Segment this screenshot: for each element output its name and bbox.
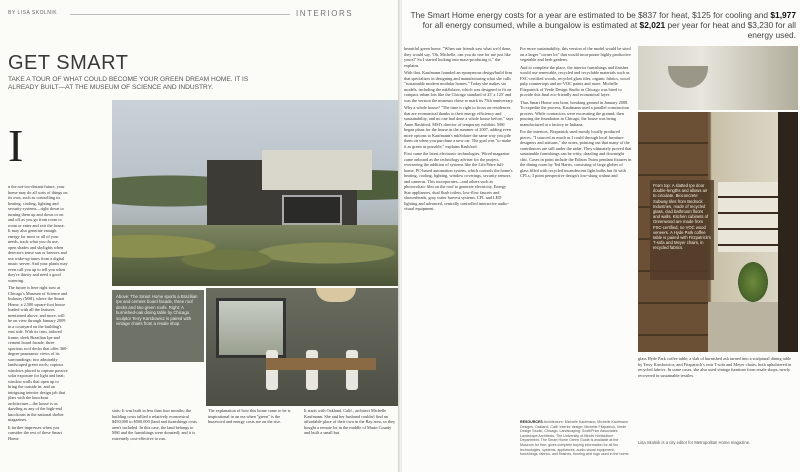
paragraph: Why a whole house? "The time is right to focus on residences that are economical thanks to their energy efficiency and sustainability, and no one had done a whole house before," says Anne Rashford, MSI's director of temporary exhibits. MSI began plans for the house in the summer of 2007, adding even more options to Kaufmann's mkSolaire the same way you pile them on when you purchase a new car. The goal was "to make it as green as possible," explains Rashford.: [404, 105, 514, 149]
middle-column-text: [208, 408, 298, 470]
smart-home-exterior-photo: [112, 100, 398, 286]
paragraph: beautiful green home. "When our friends saw what we'd done, they would say, 'Oh, Michelle, can you do one for me just like yours?' So I started looking into mass-producing it," she explains.: [404, 46, 512, 68]
right-column-text: [404, 46, 514, 468]
right-column-text: [520, 46, 632, 418]
dining-room-photo: [206, 288, 398, 406]
section-label: INTERIORS: [296, 9, 354, 18]
paragraph: The explanation of how this home came to be is inspirational in an era when "green" is the buzzword and energy costs are on the rise.: [208, 408, 291, 424]
photo-caption: [112, 290, 204, 362]
left-column-text: [8, 184, 68, 469]
middle-column-text: [304, 408, 396, 470]
kitchen-photo-caption: [650, 180, 714, 280]
paragraph: First came the latest electronic technologies. Wired magazine came onboard as the technology adviser for the project, overseeing the addition of systems like the Life/Ware full-home, PC-based automation system, which controls the home's heating, cooling, lighting, window coverings, security sensors and cameras. This incorporates—and others such as photovoltaic film on the roof to generate electricity, Energy Star appliances, dual flush toilets, low-flow faucets and showerheads, gray water harvest systems, CFL and LED lighting and advanced, centrally controlled interactive audio-visual equipment.: [404, 151, 513, 211]
caption-text: From top: A slatted Ipe door double-lengths and allows air to circulate. Bioconcrete Subway tiles from Bedrock Industries, made of recycled glass, clad bathroom floors and walls. Kitchen cabinets of Greenwood are made from FSC-certified, no VOC wood veneers. A Hyde Park coffee table is paired with Fitzpatrick's T-sofa and Meyer chairs, in recycled fabrics.: [653, 183, 711, 251]
dropcap: I: [8, 120, 24, 171]
pull-quote: The Smart Home energy costs for a year are estimated to be $837 for heat, $125 for cooling and $1,977 for all energy consumed, while a bungalow is estimated at $2,021 per year for heat and $3,230 for all energy used.: [410, 10, 796, 40]
paragraph: It further impresses when you consider the rest of these Smart Home: [8, 424, 63, 441]
bathroom-photo: [638, 46, 798, 110]
resources-text: Architecture: Michelle Kaufmann, Michelle Kaufmann Designs, Oakland, Calif. Interior design: Michelle Fitzpatrick, Verde Design Studio, Chicago. Landscaping: Scott/Price Associates Landscape Architects, The University of Illinois Horticulture Department. The Smart Home Green Guide is available at the Museum for free; gives complete buying information for all the technologies, systems, appliances, audio-visual equipment, furnishings, fabrics, and finishes, flooring and rugs used in the home.: [520, 420, 630, 457]
byline: BY LISA SKOLNIK: [8, 10, 58, 16]
middle-column-text: [112, 408, 202, 470]
deck: TAKE A TOUR OF WHAT COULD BECOME YOUR GREEN DREAM HOME. IT IS ALREADY BUILT—AT THE MUSEUM OF SCIENCE AND INDUSTRY.: [8, 76, 249, 91]
paragraph: It starts with Oakland, Calif., architect Michelle Kaufmann. She and her husband couldn't find an affordable place of their own in the Bay area, so they bought a remote lot in the middle of Marin County and built a small but: [304, 408, 396, 435]
paragraph: And to complete the place, the interior furnishings and finishes would use renewable, recycled and recyclable materials such as FSC-certified woods, recycled glass tiles, organic fabrics, wood pulp countertops and no-VOC paints and more. Michelle Fitzpatrick of Verde Design Studio in Chicago was hired to provide this final eco-friendly and economical layer.: [520, 64, 630, 97]
resources-box: [520, 420, 632, 470]
right-column-text: [638, 356, 796, 436]
caption-text: Above: The Smart Home sports a Brazilian Ipe and cement board facade, three roof decks and two green roofs. Right: A burnished-oak dining table by Chicago sculptor Terry Karsbowicz is paired with vintage chairs from a resale shop.: [116, 294, 198, 327]
paragraph: With that, Kaufmann founded an eponymous design/build firm that specializes in designing and manufacturing what she calls "sustainable modern modular homes." Today she makes six models, including the mkSolaire, which was designed to fit on compact urban lots like the Chicago standard of 25' x 125' and was the version the museum chose to mark its 75th anniversary.: [404, 70, 514, 103]
header-rule: [70, 14, 290, 15]
headline: GET SMART: [8, 52, 129, 74]
paragraph: The future is here right now at Chicago's Museum of Science and Industry (MSI), where the Smart Home, a 2,500 square-foot house loaded with all the features mentioned above, and more, will be on view through January 2009 in a courtyard on the building's east side. With its trim, tailored frame; sleek Brazilian Ipe and cement board facade; three spacious roof decks that offer 360-degree panoramic views of its surroundings; two admirably landscaped green roofs; copious windows placed to capture passive solar exposure for light and heat; window walls that open up to bring the outside in; and an intriguing interior design job that jibes with the knockout architecture—the house is as dazzling as any of the high-end knockouts in the national shelter magazines.: [8, 285, 68, 422]
right-page: [402, 0, 800, 472]
paragraph: Thus Smart Home was born, breaking ground in January 2008. To expedite the process, Kaufmann used a parallel construction process. While contractors were excavating the ground, then pouring the foundation in Chicago, the house was being manufactured at a factory in Indiana.: [520, 99, 629, 127]
paragraph: For more sustainability, this version of the model would be sited on a larger "corner lot" that would incorporate highly productive vegetable and herb gardens.: [520, 46, 631, 62]
paragraph: stats: It was built in less than four months; the building costs tallied a relatively economical $450,000 to $500,000 (land and furnishings costs aren't included. In this case, the land belongs to MSI and the furnishings were donated); and it is extremely cost-effective to run.: [112, 408, 197, 441]
paragraph: glass Hyde Park coffee table; a slab of burnished ash turned into a sculptural dining table by Terry Karsbowicz; and Fitzpatrick's own T-sofa and Meyer chairs, both upholstered in recycled fabrics. In some cases, she also used vintage furniture from resale shops, newly recovered in sustainable textiles.: [638, 356, 792, 378]
paragraph: n the not-too-distant-future, your home may do all sorts of things on its own, such as controlling its heating, cooling, lighting and security systems—right down to turning them up and down or on and off as you go from room to room or enter and exit the house. It may also generate enough energy for most or all of your needs, track what you do use, open shades and skylights when detectors sense sun or breezes and use wake-up tunes from a digital music server. And your plants may even call you up to tell you when they're thirsty and need a good watering.: [8, 184, 68, 283]
paragraph: For the interiors, Fitzpatrick used mostly locally produced pieces. "I sourced as much as I could through local furniture designers and artisans," she notes, pointing out that many of the contributors are still under the radar. They ultimately proved that sustainable furnishings can be witty, dazzling and downright chic. Cases in point include the Edison Twins pendant fixtures in the dining room by Ted Harris, consisting of large globes of glass filled with recycled incandescent light bulbs but fit with CFLs; 3 point perspective design's low-slung walnut and: [520, 129, 632, 178]
author-note: Lisa Skolnik is a city editor for Metropolitan Home magazine.: [638, 440, 751, 445]
resources-label: RESOURCES: [520, 420, 543, 424]
